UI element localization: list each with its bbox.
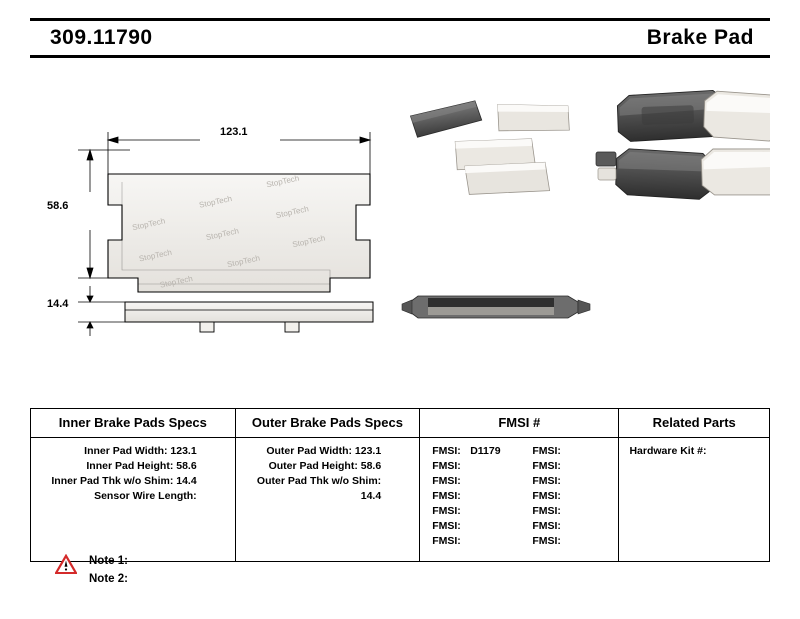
svg-text:StopTech: StopTech [205, 226, 240, 243]
inner-spec-line [31, 489, 235, 504]
drawing-svg [30, 70, 770, 390]
note-1-label: Note 1: [89, 555, 128, 567]
fmsi-row [420, 444, 618, 459]
fmsi-label: FMSI: [432, 535, 461, 547]
spec-table-header-row [31, 409, 769, 438]
fmsi-label: FMSI: [432, 460, 461, 472]
svg-text:StopTech: StopTech [131, 216, 166, 233]
spec-table-body-row [31, 438, 769, 561]
fmsi-label: FMSI: [432, 505, 461, 517]
fmsi-row [420, 519, 618, 534]
fmsi-label: FMSI: [532, 505, 561, 517]
fmsi-row [420, 534, 618, 549]
width-dimension [108, 132, 370, 180]
technical-drawing [30, 70, 770, 390]
outer-specs-cell [235, 438, 420, 561]
inner-pad-height-value: 58.6 [176, 460, 197, 472]
inner-pad-height-label: Inner Pad Height: [86, 460, 174, 472]
dimension-width-label: 123.1 [220, 126, 248, 138]
svg-text:StopTech: StopTech [198, 194, 233, 210]
outer-spec-line [236, 474, 420, 504]
svg-text:StopTech: StopTech [138, 247, 173, 264]
column-header-related-parts: Related Parts [618, 409, 769, 437]
inner-pad-width-value: 123.1 [170, 445, 197, 457]
svg-text:StopTech: StopTech [159, 273, 194, 290]
pad-photo-group-right [596, 90, 770, 200]
fmsi-label: FMSI: [532, 535, 561, 547]
inner-specs-cell [31, 438, 235, 561]
sensor-wire-length-label: Sensor Wire Length: [94, 490, 197, 502]
notes-section [55, 552, 128, 588]
related-parts-cell [618, 438, 769, 561]
fmsi-label: FMSI: [432, 445, 461, 457]
fmsi-label: FMSI: [532, 520, 561, 532]
column-header-inner-specs: Inner Brake Pads Specs [58, 415, 207, 430]
dimension-height-label: 58.6 [47, 200, 69, 212]
page-title: Brake Pad [646, 26, 754, 49]
inner-pad-thickness-value: 14.4 [176, 475, 197, 487]
inner-spec-line [31, 459, 235, 474]
pad-front-view [108, 171, 370, 293]
dimension-thickness-label: 14.4 [47, 298, 69, 310]
svg-text:StopTech: StopTech [275, 204, 310, 221]
svg-text:StopTech: StopTech [226, 253, 261, 270]
outer-pad-height-label: Outer Pad Height: [268, 460, 358, 472]
fmsi-label: FMSI: [432, 475, 461, 487]
fmsi-label: FMSI: [432, 520, 461, 532]
note-1 [89, 552, 128, 570]
fmsi-label: FMSI: [532, 445, 561, 457]
fmsi-label: FMSI: [432, 490, 461, 502]
outer-spec-line [236, 459, 420, 474]
pad-side-view [125, 302, 373, 332]
column-header-fmsi: FMSI # [419, 409, 618, 437]
thickness-dimension [78, 286, 130, 336]
note-2-label: Note 2: [89, 573, 128, 585]
pad-photo-side-view [402, 296, 590, 318]
outer-pad-thickness-label: Outer Pad Thk w/o Shim: [256, 475, 382, 487]
inner-spec-line [31, 474, 235, 489]
svg-text:StopTech: StopTech [265, 173, 300, 190]
note-2 [89, 570, 128, 588]
fmsi-label: FMSI: [532, 475, 561, 487]
fmsi-row [420, 504, 618, 519]
outer-spec-line [236, 444, 420, 459]
inner-pad-width-label: Inner Pad Width: [84, 445, 168, 457]
outer-pad-width-value: 123.1 [354, 445, 382, 457]
fmsi-row [420, 474, 618, 489]
column-header-outer-specs: Outer Brake Pads Specs [235, 409, 420, 437]
fmsi-row [420, 459, 618, 474]
related-parts-line [619, 444, 769, 459]
inner-spec-line [31, 444, 235, 459]
spec-table [30, 408, 770, 562]
fmsi-cell [419, 438, 618, 561]
part-number: 309.11790 [50, 26, 153, 49]
outer-pad-thickness-value: 14.4 [360, 490, 382, 502]
outer-pad-height-value: 58.6 [360, 460, 382, 472]
pad-photo-group-left [410, 99, 572, 199]
page-header [30, 18, 770, 58]
outer-pad-width-label: Outer Pad Width: [266, 445, 352, 457]
fmsi-value: D1179 [470, 445, 501, 457]
fmsi-label: FMSI: [532, 490, 561, 502]
svg-text:StopTech: StopTech [291, 233, 327, 250]
inner-pad-thickness-label: Inner Pad Thk w/o Shim: [51, 475, 174, 487]
fmsi-row [420, 489, 618, 504]
fmsi-label: FMSI: [532, 460, 561, 472]
hardware-kit-label: Hardware Kit #: [629, 445, 707, 457]
warning-icon [55, 554, 77, 574]
